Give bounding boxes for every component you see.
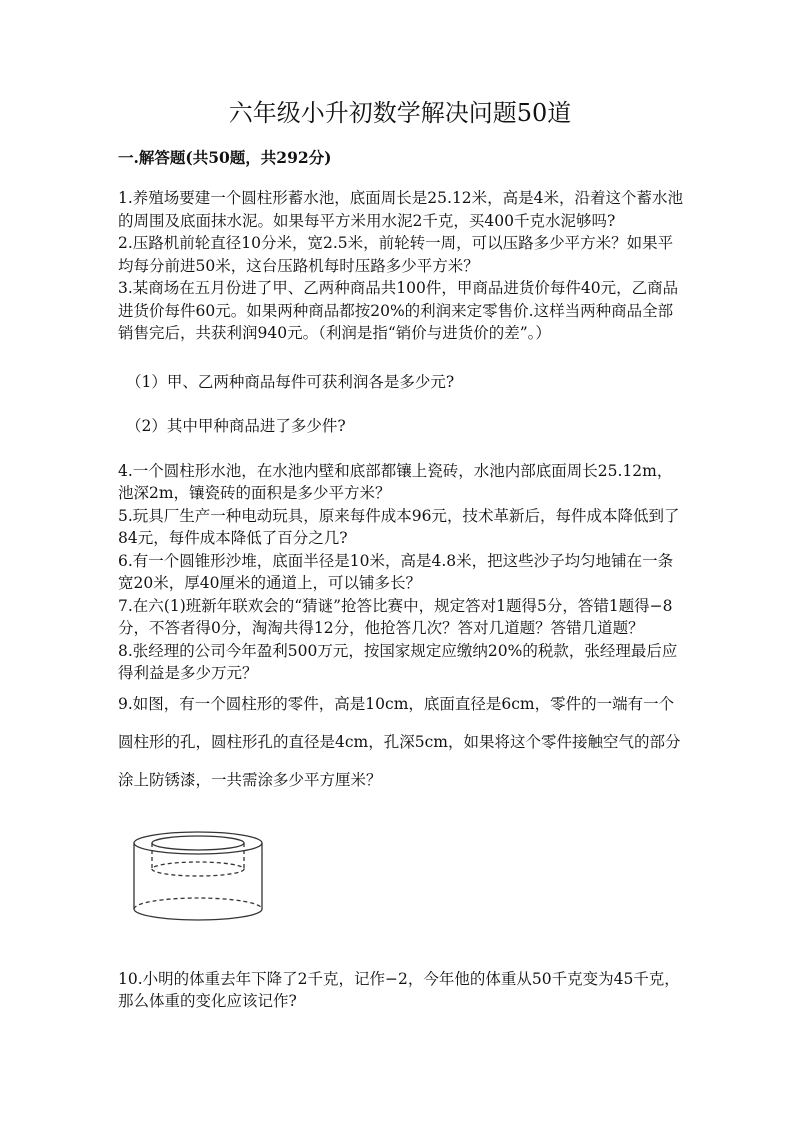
question-4: 4.一个圆柱形水池，在水池内壁和底部都镶上瓷砖，水池内部底面周长25.12m，池深2m，镶瓷砖的面积是多少平方米？ bbox=[118, 461, 673, 502]
cylinder-with-hole-figure bbox=[128, 829, 268, 924]
hole-bottom bbox=[152, 862, 244, 876]
question-3: 3.某商场在五月份进了甲、乙两种商品共100件，甲商品进货价每件40元，乙商品进货价每件60元。如果两种商品都按20%的利润来定零售价.这样当两种商品全部销售完后，共获利润940元。（利润是指“销价与进货价的差”。） bbox=[118, 279, 679, 342]
question-8: 8.张经理的公司今年盈利500万元，按国家规定应缴纳20%的税款，张经理最后应得利益是多少万元？ bbox=[118, 641, 678, 682]
question-list bbox=[118, 187, 686, 1013]
page-title: 六年级小升初数学解决问题50道 bbox=[228, 99, 572, 127]
section-heading: 一.解答题(共50题，共292分) bbox=[118, 148, 332, 167]
question-3-part-1: （1）甲、乙两种商品每件可获利润各是多少元? bbox=[126, 372, 455, 391]
hole-top-rim bbox=[152, 836, 244, 850]
outer-bottom-front bbox=[134, 909, 262, 920]
question-1: 1.养殖场要建一个圆柱形蓄水池，底面周长是25.12米，高是4米，沿着这个蓄水池的周围及底面抹水泥。如果每平方米用水泥2千克，买400千克水泥够吗? bbox=[118, 189, 684, 230]
question-6: 6.有一个圆锥形沙堆，底面半径是10米，高是4.8米，把这些沙子均匀地铺在一条宽20米，厚40厘米的通道上，可以铺多长？ bbox=[118, 551, 674, 592]
question-7: 7.在六(1)班新年联欢会的“猜谜”抢答比赛中，规定答对1题得5分，答错1题得−8分，不答者得0分，淘淘共得12分，他抢答几次？答对几道题？答错几道题？ bbox=[118, 596, 673, 637]
question-2: 2.压路机前轮直径10分米，宽2.5米，前轮转一周，可以压路多少平方米？如果平均每分前进50米，这台压路机每时压路多少平方米？ bbox=[118, 234, 674, 275]
outer-top-rim bbox=[134, 832, 262, 854]
outer-bottom-back bbox=[134, 898, 262, 909]
question-9: 9.如图，有一个圆柱形的零件，高是10cm，底面直径是6cm，零件的一端有一个圆柱形的孔，圆柱形孔的直径是4cm，孔深5cm，如果将这个零件接触空气的部分涂上防锈漆，一共需涂多少平方厘米？ bbox=[118, 694, 681, 789]
question-10: 10.小明的体重去年下降了2千克，记作−2，今年他的体重从50千克变为45千克，那么体重的变化应该记作? bbox=[118, 969, 680, 1010]
question-5: 5.玩具厂生产一种电动玩具，原来每件成本96元，技术革新后，每件成本降低到了84元，每件成本降低了百分之几? bbox=[118, 506, 680, 547]
question-3-part-2: （2）其中甲种商品进了多少件? bbox=[126, 417, 346, 435]
